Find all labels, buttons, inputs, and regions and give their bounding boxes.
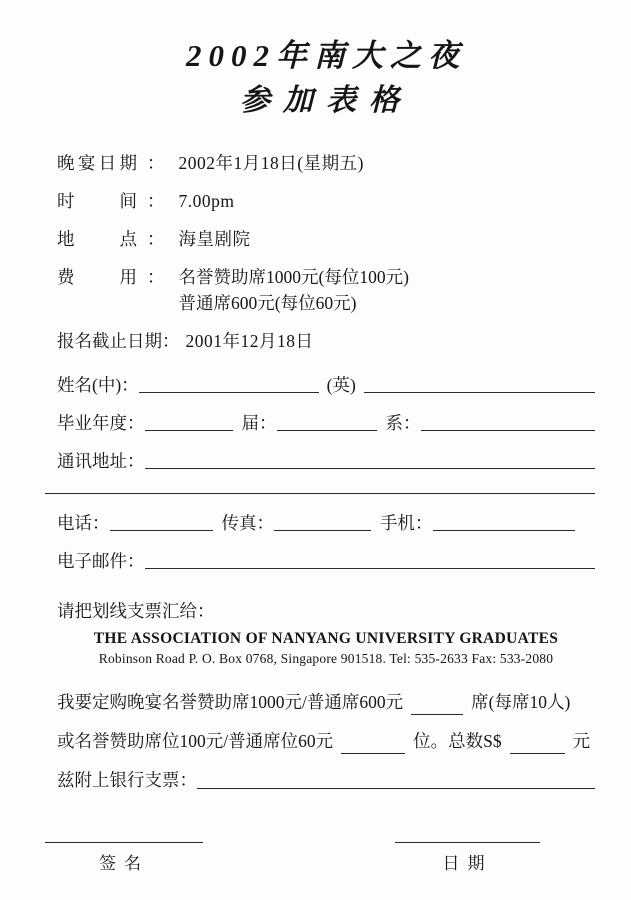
name-row bbox=[57, 373, 595, 397]
name-en-label: (英) bbox=[326, 375, 356, 395]
colon: ： bbox=[147, 153, 165, 173]
name-cn-label: 姓名(中)： bbox=[57, 375, 139, 395]
order-section bbox=[57, 690, 595, 793]
grad-year-input-line[interactable] bbox=[145, 428, 233, 431]
mobile-label: 手机： bbox=[380, 513, 433, 533]
total-amount-input-line[interactable] bbox=[510, 751, 565, 754]
signature-block bbox=[45, 842, 203, 874]
payee-org-address: Robinson Road P. O. Box 0768, Singapore 901518. Tel: 535-2633 Fax: 533-2080 bbox=[98, 651, 554, 666]
mobile-input-line[interactable] bbox=[433, 528, 575, 531]
time-row bbox=[57, 188, 595, 214]
venue-label: 地点 bbox=[57, 229, 137, 249]
payee-instruction: 请把划线支票汇给： bbox=[57, 601, 215, 621]
phone-label: 电话： bbox=[57, 513, 110, 533]
date-input-line[interactable] bbox=[395, 842, 540, 843]
event-info-section bbox=[57, 150, 595, 354]
signature-input-line[interactable] bbox=[45, 842, 203, 843]
cohort-label: 届： bbox=[241, 413, 277, 433]
fee-values bbox=[179, 264, 409, 316]
fee-label: 费用 bbox=[57, 267, 137, 287]
payee-section bbox=[57, 598, 595, 667]
order-seat-row bbox=[57, 729, 595, 754]
dinner-date-row bbox=[57, 150, 595, 176]
deadline-label: 报名截止日期： bbox=[57, 331, 180, 351]
time-label: 时间 bbox=[57, 191, 137, 211]
venue-row bbox=[57, 226, 595, 252]
order-table-row bbox=[57, 690, 595, 715]
order-total-suffix: 元 bbox=[572, 731, 591, 751]
email-input-line[interactable] bbox=[145, 566, 596, 569]
cheque-number-input-line[interactable] bbox=[197, 786, 595, 789]
signature-label: 签名 bbox=[99, 854, 149, 873]
colon: ： bbox=[147, 191, 165, 211]
fee-value-sponsor: 名誉赞助席1000元(每位100元) bbox=[178, 267, 409, 287]
fax-input-line[interactable] bbox=[274, 528, 371, 531]
address-continuation-line[interactable] bbox=[45, 493, 595, 494]
order-table-text: 我要定购晚宴名誉赞助席1000元/普通席600元 bbox=[57, 692, 404, 712]
graduation-row bbox=[57, 411, 595, 435]
table-count-input-line[interactable] bbox=[411, 712, 463, 715]
fax-label: 传真： bbox=[221, 513, 274, 533]
dinner-date-label: 晚宴日期 bbox=[57, 153, 137, 173]
venue-value: 海皇剧院 bbox=[178, 229, 251, 249]
email-label: 电子邮件： bbox=[57, 551, 145, 571]
address-label: 通讯地址： bbox=[57, 451, 145, 471]
applicant-fields-section bbox=[57, 373, 595, 573]
order-seat-text: 或名誉赞助席位100元/普通席位60元 bbox=[57, 731, 334, 751]
department-label: 系： bbox=[385, 413, 421, 433]
department-input-line[interactable] bbox=[421, 428, 596, 431]
seat-count-input-line[interactable] bbox=[341, 751, 405, 754]
fee-value-ordinary: 普通席600元(每位60元) bbox=[178, 293, 357, 313]
phone-input-line[interactable] bbox=[110, 528, 213, 531]
date-block bbox=[395, 842, 540, 874]
form-title-line1: 2002年南大之夜 bbox=[186, 38, 466, 73]
colon: ： bbox=[147, 267, 165, 287]
payee-org-name: THE ASSOCIATION OF NANYANG UNIVERSITY GRADUATES bbox=[93, 630, 559, 647]
date-label: 日期 bbox=[442, 854, 493, 873]
cheque-label: 兹附上银行支票： bbox=[57, 770, 197, 790]
address-row bbox=[57, 449, 595, 473]
form-title-line2: 参加表格 bbox=[240, 84, 412, 117]
deadline-row bbox=[57, 328, 595, 354]
cheque-row bbox=[57, 768, 595, 793]
address-input-line[interactable] bbox=[145, 466, 596, 469]
colon: ： bbox=[147, 229, 165, 249]
deadline-value: 2001年12月18日 bbox=[185, 331, 314, 351]
dinner-date-value: 2002年1月18日(星期五) bbox=[178, 153, 364, 173]
grad-year-label: 毕业年度： bbox=[57, 413, 145, 433]
email-row bbox=[57, 549, 595, 573]
name-cn-input-line[interactable] bbox=[139, 390, 319, 393]
name-en-input-line[interactable] bbox=[364, 390, 595, 393]
phone-row bbox=[57, 511, 595, 535]
order-table-suffix: 席(每席10人) bbox=[471, 692, 571, 712]
time-value: 7.00pm bbox=[178, 191, 235, 211]
order-total-text: 位。总数S$ bbox=[413, 731, 502, 751]
fee-row bbox=[57, 264, 595, 316]
cohort-input-line[interactable] bbox=[277, 428, 377, 431]
